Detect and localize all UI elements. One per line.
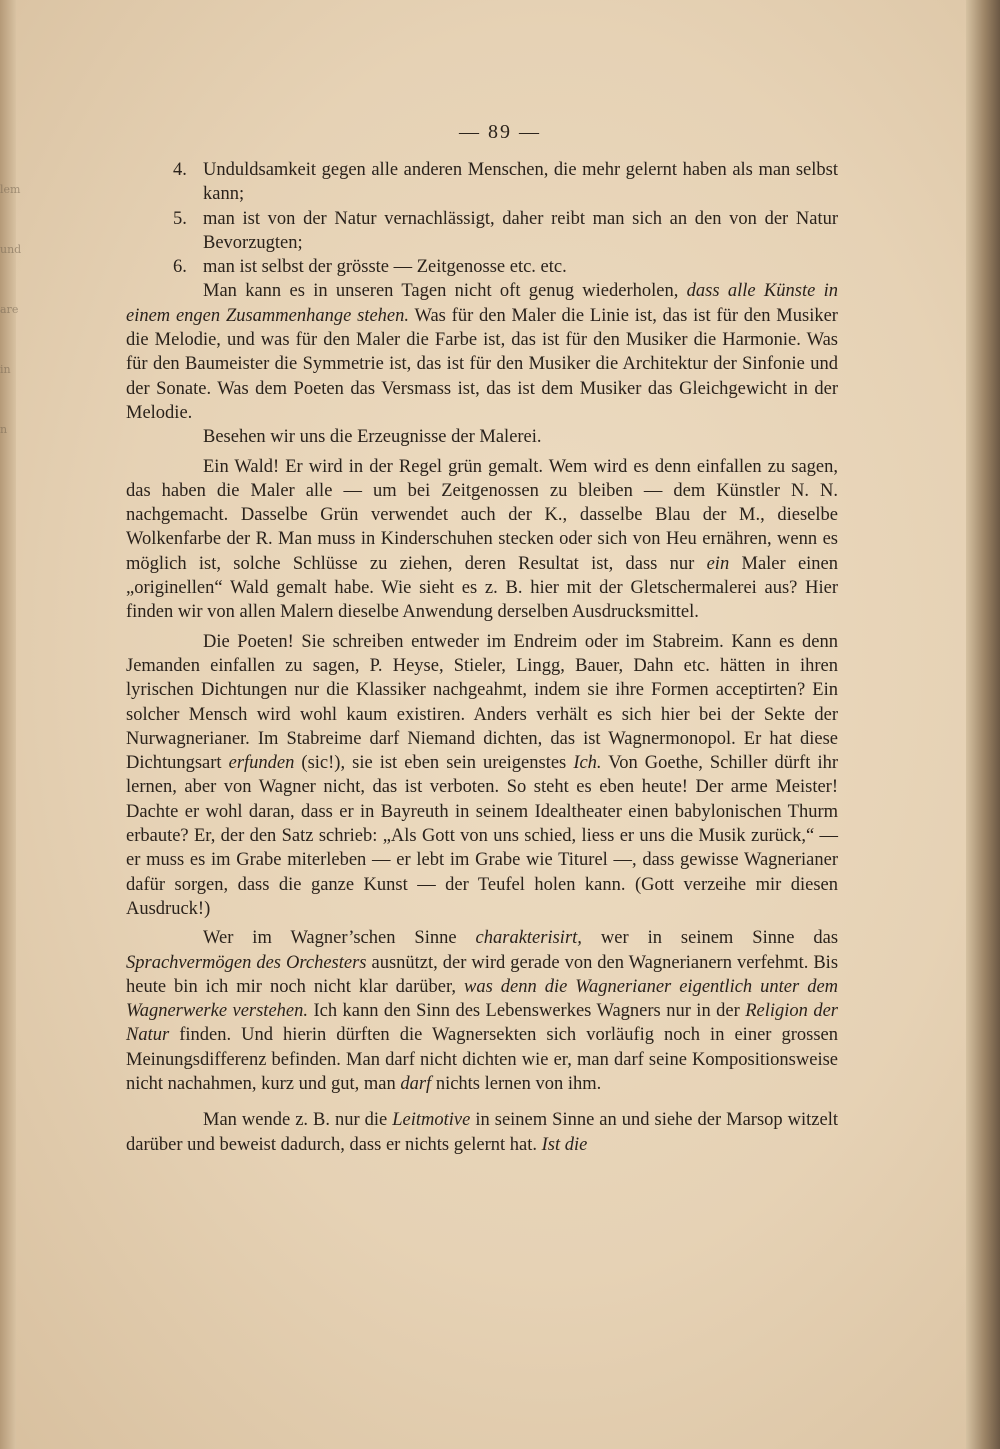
page-number: — 89 — [459, 121, 541, 143]
italic-run: darf [400, 1073, 432, 1094]
paragraph-malerei [126, 425, 838, 449]
list-item-text: man ist selbst der grösste — Zeitgenosse etc. etc. [203, 257, 567, 278]
page-edge-shadow [966, 0, 1000, 1449]
list-item [126, 207, 838, 256]
body-text [126, 158, 838, 1157]
italic-run: Sprachvermögen des Orchesters [126, 952, 367, 973]
list-item-text: man ist von der Natur vernachlässigt, daher reibt man sich an den von der Natur Bevorzugten; [203, 208, 838, 253]
list-item-text: Unduldsamkeit gegen alle anderen Menschen, die mehr gelernt haben als man selbst kann; [203, 160, 838, 205]
italic-run: was denn die Wagnerianer eigentlich unter dem Wagnerwerke verstehen. [126, 976, 839, 1022]
text-run: Besehen wir uns die Erzeugnisse der Malerei. [203, 427, 542, 448]
text-run: Ich kann den Sinn des Lebenswerkes Wagners nur in der [313, 1001, 740, 1022]
text-run: nichts lernen von ihm. [435, 1073, 602, 1094]
text-run: wer in seinem Sinne das [600, 928, 839, 949]
text-run: Was für den Maler die Linie ist, das ist für den Musiker die Melodie, und was für den Maler die Farbe ist, das ist für den Musiker die Harmonie. Was für den Baumeister die Symmetrie ist, das ist für den Musiker die Architektur der Sinfonie und der Sonate. Was dem Poeten das Versmass ist, das ist dem Musiker das Gleichgewicht in der Melodie. [126, 305, 838, 423]
list-item-number: 6. [173, 257, 187, 278]
italic-run: Ich. [573, 753, 602, 774]
text-run: (sic!), sie ist eben sein ureigenstes [301, 753, 567, 774]
italic-run: Religion der Natur [126, 1001, 839, 1046]
list-item [126, 158, 838, 207]
italic-run: ein [706, 553, 730, 574]
bleed-through-margin [0, 160, 22, 460]
text-run: Maler einen „originellen“ Wald gemalt habe. Wie sieht es z. B. hier mit der Gletschermalerei aus? Hier finden wir von allen Malern dieselbe Anwendung derselben Ausdrucksmittel. [126, 553, 839, 623]
list-item [126, 255, 838, 279]
bleed-mark: are [0, 303, 19, 316]
paragraph-poeten [126, 630, 838, 922]
italic-run: Ist die [541, 1134, 588, 1155]
bleed-mark: lem [0, 183, 21, 196]
bleed-mark: in [0, 363, 11, 376]
text-run: ausnützt, der wird gerade von den Wagnerianern verfehmt. Bis heute bin ich mir noch nicht klar darüber, [126, 952, 839, 997]
italic-run: dass alle Künste in einem engen Zusammenhange stehen. [126, 281, 839, 326]
list-item-number: 5. [173, 208, 187, 229]
list-item-number: 4. [173, 160, 187, 180]
paragraph-arts [126, 279, 838, 425]
text-run: Von Goethe, Schiller dürft ihr lernen, aber von Wagner nicht, das ist verboten. So steht es eben heute! Der arme Meister! Dachte er wohl daran, dass er in Bayreuth in seinem Idealtheater einen babylonischen Thurm erbaute? Er, der den Satz schrieb: „Als Gott von uns schied, liess er uns die Musik zurück,“ — er muss es im Grabe miterleben — er lebt im Grabe wie Titurel —, dass gewisse Wagnerianer dafür sorgen, dass die ganze Kunst — der Teufel holen kann. (Gott verzeihe mir diesen Ausdruck!) [126, 753, 839, 919]
italic-run: erfunden [228, 753, 295, 774]
text-run: Wer im Wagner’schen Sinne [203, 928, 457, 949]
text-run: finden. Und hierin dürften die Wagnersekten sich vorläufig noch in einer grossen Meinungsdifferenz befinden. Man darf nicht dichten wie er, man darf seine Kompositionsweise nicht nachahmen, kurz und gut, man [126, 1025, 839, 1094]
text-run: Man kann es in unseren Tagen nicht oft genug wiederholen, [203, 281, 679, 302]
text-run: Ein Wald! Er wird in der Regel grün gemalt. Wem wird es denn einfallen zu sagen, das haben die Maler alle — um bei Zeitgenossen zu bleiben — dem Künstler N. N. nachgemacht. Dasselbe Grün verwendet auch der K., dasselbe Blau der M., dieselbe Wolkenfarbe der R. Man muss in Kinderschuhen stecken oder sich von Heu ernähren, wenn es möglich ist, solche Schlüsse zu ziehen, deren Resultat ist, dass nur [126, 456, 838, 574]
bleed-mark: und [0, 243, 22, 256]
paragraph-wald [126, 455, 838, 625]
text-run: Die Poeten! Sie schreiben entweder im Endreim oder im Stabreim. Kann es denn Jemanden einfallen zu sagen, P. Heyse, Stieler, Lingg, Bauer, Dahn etc. hätten in ihren lyrischen Dichtungen nur die Klassiker nachgeahmt, indem sie ihre Formen acceptirten? Ein solcher Mensch wird wohl kaum existiren. Anders verhält es sich hier bei der Sekte der Nurwagnerianer. Im Stabreime darf Niemand dichten, das ist Wagnermonopol. Er hat diese Dichtungsart [126, 631, 838, 774]
text-run: Man wende z. B. nur die [203, 1110, 388, 1131]
italic-run: Leitmotive [392, 1110, 471, 1131]
paragraph-wagner-sinne [126, 926, 838, 1096]
text-run: in seinem Sinne an und siehe der Marsop witzelt darüber und beweist dadurch, dass er nichts gelernt hat. [126, 1110, 838, 1155]
paragraph-leitmotive [126, 1108, 838, 1157]
bleed-mark: n [0, 423, 8, 436]
italic-run: charakterisirt, [475, 928, 582, 949]
